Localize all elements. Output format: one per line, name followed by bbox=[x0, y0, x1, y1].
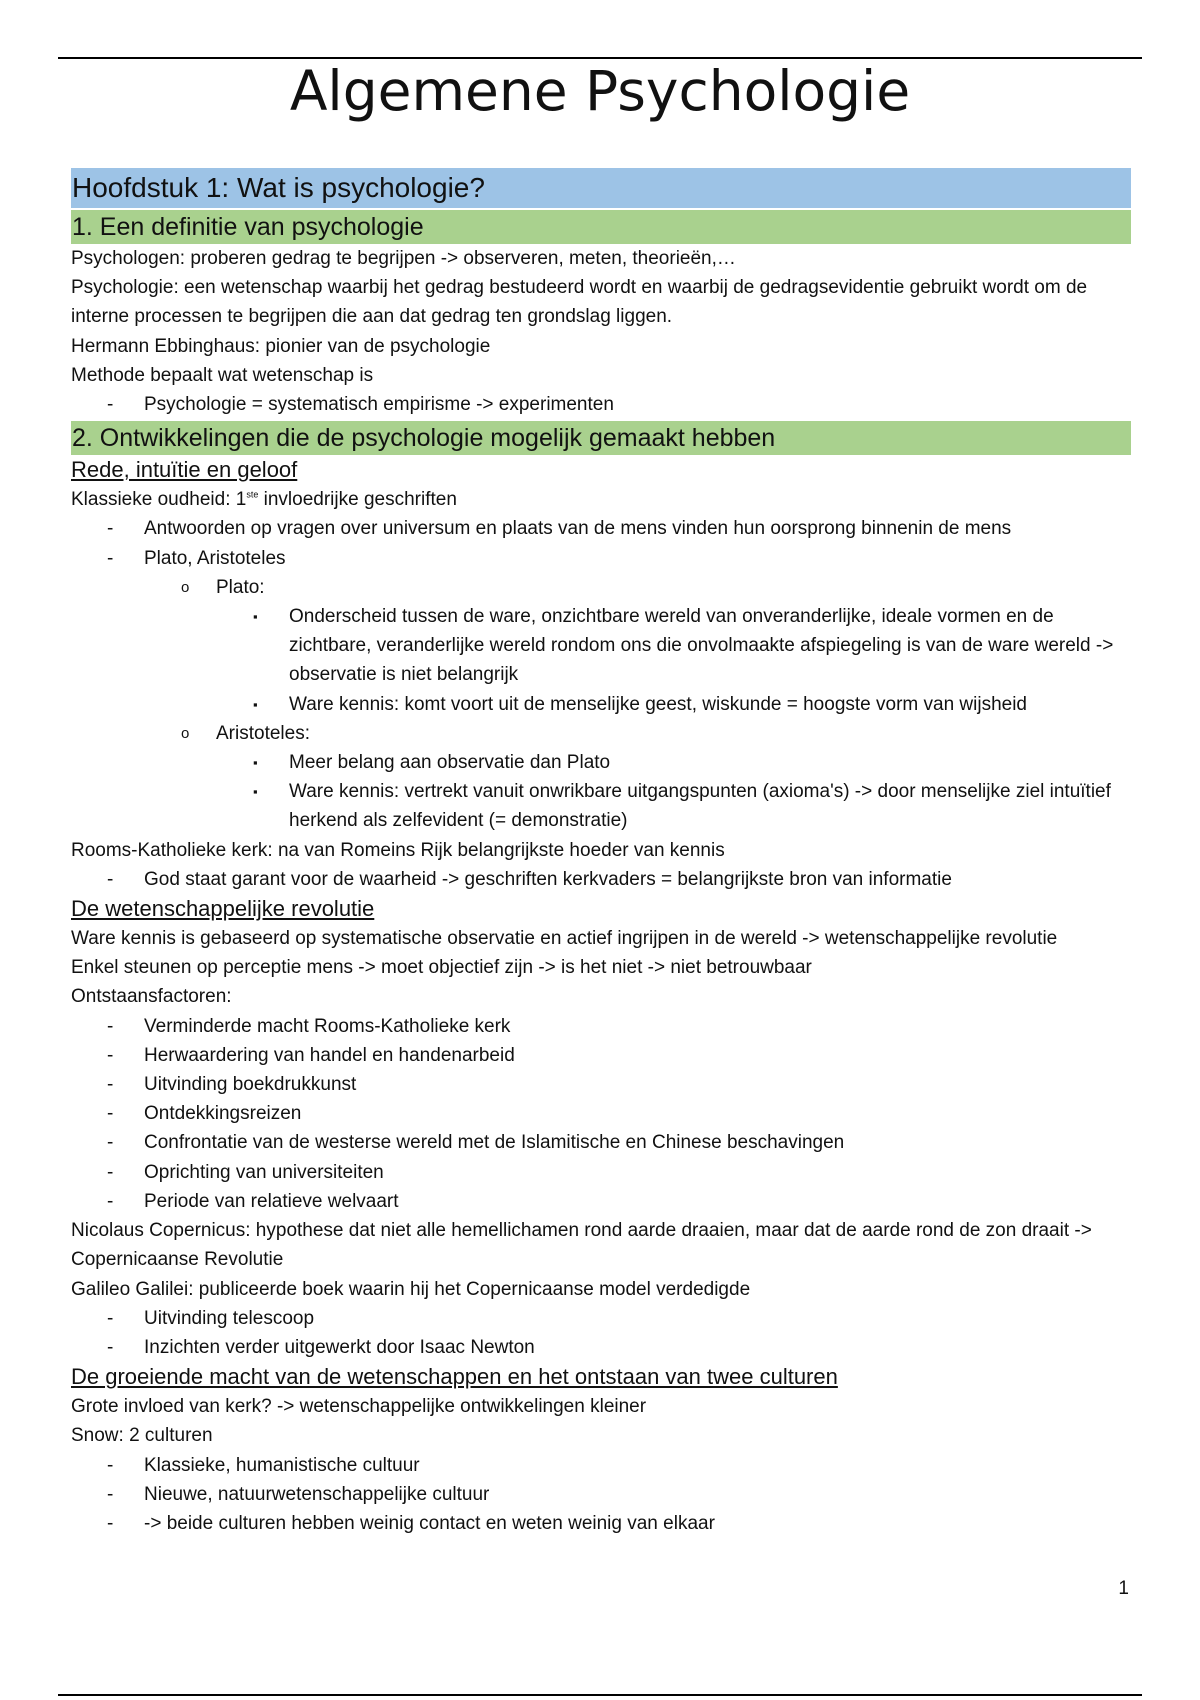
list-item: - Ontdekkingsreizen bbox=[71, 1099, 1131, 1128]
paragraph: Galileo Galilei: publiceerde boek waarin hij het Copernicaanse model verdedigde bbox=[71, 1278, 751, 1300]
page-number: 1 bbox=[1118, 1578, 1129, 1599]
bullet-marker: - bbox=[107, 1074, 114, 1096]
paragraph: Klassieke oudheid: 1ste invloedrijke geschriften bbox=[71, 489, 457, 511]
bullet-marker: o bbox=[181, 724, 190, 742]
list-item: o Plato: bbox=[71, 573, 1131, 602]
subsection-heading: Rede, intuïtie en geloof bbox=[71, 457, 298, 483]
bullet-marker: - bbox=[107, 1454, 114, 1476]
bullet-marker: o bbox=[181, 578, 190, 596]
document-body bbox=[71, 168, 1131, 1538]
paragraph: Grote invloed van kerk? -> wetenschappelijke ontwikkelingen kleiner bbox=[71, 1396, 647, 1418]
section-heading-2: 2. Ontwikkelingen die de psychologie mogelijk gemaakt hebben bbox=[71, 421, 1131, 455]
list-item: - Klassieke, humanistische cultuur bbox=[71, 1451, 1131, 1480]
subsection-heading: De wetenschappelijke revolutie bbox=[71, 896, 375, 922]
bullet-marker: - bbox=[107, 1161, 114, 1183]
paragraph: Methode bepaalt wat wetenschap is bbox=[71, 364, 374, 386]
bullet-marker: - bbox=[107, 1103, 114, 1125]
list-item: - Psychologie = systematisch empirisme -> experimenten bbox=[71, 390, 1131, 419]
paragraph: Nicolaus Copernicus: hypothese dat niet alle hemellichamen rond aarde draaien, maar dat de aarde rond de zon draait -> Copernicaanse Revolutie bbox=[71, 1220, 1092, 1271]
paragraph: Snow: 2 culturen bbox=[71, 1425, 213, 1447]
bullet-marker: - bbox=[107, 1015, 114, 1037]
bullet-marker: - bbox=[107, 394, 114, 416]
bullet-marker: ▪ bbox=[253, 784, 258, 800]
list-item: - Plato, Aristoteles bbox=[71, 544, 1131, 573]
paragraph: Psychologen: proberen gedrag te begrijpen -> observeren, meten, theorieën,… bbox=[71, 248, 736, 269]
subsection-heading: De groeiende macht van de wetenschappen en het ontstaan van twee culturen bbox=[71, 1364, 838, 1390]
list-item: - Uitvinding boekdrukkunst bbox=[71, 1070, 1131, 1099]
paragraph: Hermann Ebbinghaus: pionier van de psychologie bbox=[71, 335, 491, 357]
list-item: - Uitvinding telescoop bbox=[71, 1304, 1131, 1333]
section-heading-1: 1. Een definitie van psychologie bbox=[71, 210, 1131, 244]
list-item: ▪ Ware kennis: komt voort uit de menselijke geest, wiskunde = hoogste vorm van wijsheid bbox=[71, 690, 1131, 719]
list-item: - God staat garant voor de waarheid -> geschriften kerkvaders = belangrijkste bron van informatie bbox=[71, 865, 1131, 894]
bullet-marker: - bbox=[107, 1483, 114, 1505]
bullet-marker: - bbox=[107, 1336, 114, 1358]
bullet-marker: ▪ bbox=[253, 696, 258, 712]
chapter-heading: Hoofdstuk 1: Wat is psychologie? bbox=[71, 168, 1131, 208]
paragraph: Ontstaansfactoren: bbox=[71, 986, 232, 1008]
bullet-marker: - bbox=[107, 868, 114, 890]
list-item: ▪ Meer belang aan observatie dan Plato bbox=[71, 748, 1131, 777]
bullet-marker: ▪ bbox=[253, 609, 258, 625]
list-item: o Aristoteles: bbox=[71, 719, 1131, 748]
bullet-marker: ▪ bbox=[253, 755, 258, 771]
list-item: ▪ Onderscheid tussen de ware, onzichtbare wereld van onveranderlijke, ideale vormen en de zichtbare, veranderlijke wereld rondom ons die onvolmaakte afspiegeling is van de ware wereld -> observatie is niet belangrijk bbox=[71, 602, 1131, 690]
paragraph: Psychologie: een wetenschap waarbij het gedrag bestudeerd wordt en waarbij de gedragsevidentie gebruikt wordt om de interne processen te begrijpen die aan dat gedrag ten grondslag liggen. bbox=[71, 277, 1088, 328]
list-item: - Oprichting van universiteiten bbox=[71, 1158, 1131, 1187]
bullet-marker: - bbox=[107, 1044, 114, 1066]
list-item: - Confrontatie van de westerse wereld met de Islamitische en Chinese beschavingen bbox=[71, 1128, 1131, 1157]
bullet-marker: - bbox=[107, 1190, 114, 1212]
bullet-marker: - bbox=[107, 1132, 114, 1154]
list-item: - -> beide culturen hebben weinig contact en weten weinig van elkaar bbox=[71, 1509, 1131, 1538]
list-item: - Antwoorden op vragen over universum en plaats van de mens vinden hun oorsprong binnenin de mens bbox=[71, 514, 1131, 543]
bullet-marker: - bbox=[107, 518, 114, 540]
list-item: - Periode van relatieve welvaart bbox=[71, 1187, 1131, 1216]
paragraph: Enkel steunen op perceptie mens -> moet objectief zijn -> is het niet -> niet betrouwbaar bbox=[71, 957, 812, 979]
list-item: ▪ Ware kennis: vertrekt vanuit onwrikbare uitgangspunten (axioma's) -> door menselijke ziel intuïtief herkend als zelfevident (= demonstratie) bbox=[71, 777, 1131, 835]
bullet-marker: - bbox=[107, 1512, 114, 1534]
bullet-marker: - bbox=[107, 1307, 114, 1329]
paragraph: Rooms-Katholieke kerk: na van Romeins Rijk belangrijkste hoeder van kennis bbox=[71, 839, 725, 861]
bullet-marker: - bbox=[107, 547, 114, 569]
list-item: - Inzichten verder uitgewerkt door Isaac Newton bbox=[71, 1333, 1131, 1362]
document-title: Algemene Psychologie bbox=[289, 59, 911, 123]
list-item: - Herwaardering van handel en handenarbeid bbox=[71, 1041, 1131, 1070]
list-item: - Nieuwe, natuurwetenschappelijke cultuur bbox=[71, 1480, 1131, 1509]
list-item: - Verminderde macht Rooms-Katholieke kerk bbox=[71, 1012, 1131, 1041]
bottom-rule bbox=[58, 1694, 1142, 1696]
paragraph: Ware kennis is gebaseerd op systematische observatie en actief ingrijpen in de wereld -> wetenschappelijke revolutie bbox=[71, 928, 1058, 950]
